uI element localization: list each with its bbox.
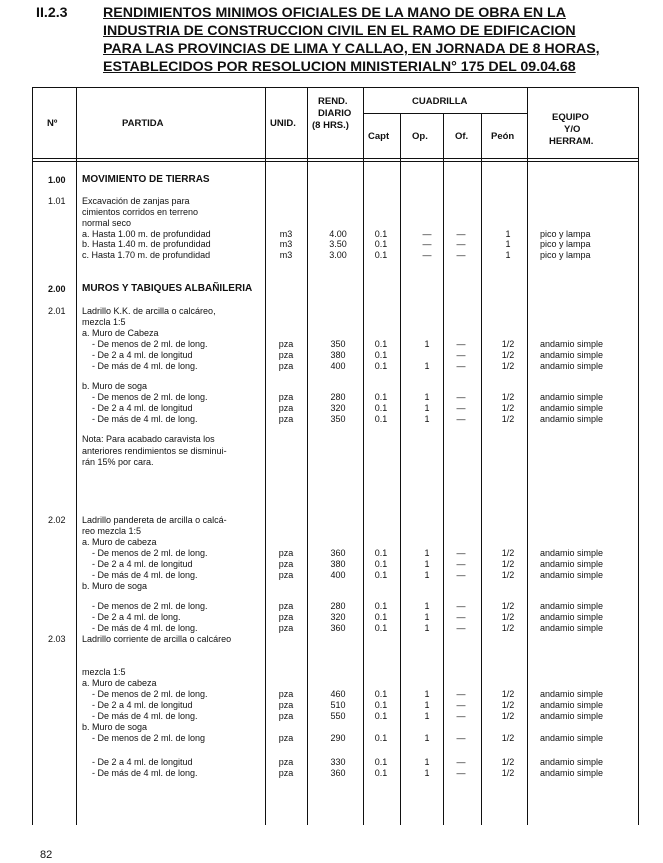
row-operario: 1 [424, 339, 430, 349]
header-equipo-3: HERRAM. [549, 136, 594, 147]
row-peon: 1/2 [501, 612, 515, 622]
table-top-border [32, 87, 638, 88]
title-line-3: PARA LAS PROVINCIAS DE LIMA Y CALLAO, EN JORNADA DE 8 HORAS, [103, 41, 600, 57]
col-border [400, 113, 401, 825]
title-line-1: RENDIMIENTOS MINIMOS OFICIALES DE LA MANO DE OBRA EN LA [103, 5, 566, 21]
row-peon: 1/2 [501, 733, 515, 743]
row-equipo: andamio simple [540, 350, 604, 360]
row-equipo: andamio simple [540, 733, 604, 743]
row-unit: pza [278, 601, 294, 611]
row-oficial: — [456, 250, 466, 260]
col-border [307, 87, 308, 825]
row-description: Excavación de zanjas para [82, 196, 190, 206]
row-description: - De más de 4 ml. de long. [92, 414, 198, 424]
header-partida: PARTIDA [122, 118, 164, 129]
row-oficial: — [456, 559, 466, 569]
row-peon: 1/2 [501, 339, 515, 349]
row-oficial: — [456, 548, 466, 558]
row-rendimiento: 320 [330, 403, 346, 413]
col-border [481, 113, 482, 825]
row-peon: 1/2 [501, 601, 515, 611]
row-description: b. Hasta 1.40 m. de profundidad [82, 239, 211, 249]
row-equipo: andamio simple [540, 559, 604, 569]
row-description: a. Muro de cabeza [82, 678, 157, 688]
row-description: - De menos de 2 ml. de long. [92, 339, 208, 349]
row-rendimiento: 350 [330, 414, 346, 424]
row-description: - De 2 a 4 ml. de longitud [92, 559, 193, 569]
row-unit: pza [278, 339, 294, 349]
row-equipo: andamio simple [540, 570, 604, 580]
row-capataz: 0.1 [374, 403, 388, 413]
row-description: - De menos de 2 ml. de long. [92, 689, 208, 699]
row-equipo: pico y lampa [540, 229, 591, 239]
row-rendimiento: 400 [330, 361, 346, 371]
row-oficial: — [456, 239, 466, 249]
row-equipo: andamio simple [540, 623, 604, 633]
row-number: 2.01 [48, 306, 66, 316]
row-number: 1.01 [48, 196, 66, 206]
row-oficial: — [456, 733, 466, 743]
row-oficial: — [456, 623, 466, 633]
row-rendimiento: 510 [330, 700, 346, 710]
row-rendimiento: 320 [330, 612, 346, 622]
row-capataz: 0.1 [374, 570, 388, 580]
header-peon: Peón [491, 131, 515, 142]
col-border [363, 87, 364, 825]
row-unit: m3 [279, 250, 293, 260]
row-unit: pza [278, 361, 294, 371]
row-rendimiento: 350 [330, 339, 346, 349]
row-description: - De 2 a 4 ml. de longitud [92, 700, 193, 710]
row-equipo: andamio simple [540, 700, 604, 710]
row-capataz: 0.1 [374, 392, 388, 402]
row-peon: 1/2 [501, 414, 515, 424]
row-rendimiento: 360 [330, 623, 346, 633]
row-capataz: 0.1 [374, 601, 388, 611]
row-capataz: 0.1 [374, 350, 388, 360]
row-unit: pza [278, 559, 294, 569]
header-bottom-border [32, 158, 638, 159]
row-operario: 1 [424, 570, 430, 580]
row-equipo: andamio simple [540, 548, 604, 558]
row-peon: 1/2 [501, 689, 515, 699]
row-operario: 1 [424, 623, 430, 633]
row-operario: 1 [424, 689, 430, 699]
row-description: MUROS Y TABIQUES ALBAÑILERIA [82, 283, 253, 294]
row-number: 2.02 [48, 515, 66, 525]
row-oficial: — [456, 612, 466, 622]
row-operario: 1 [424, 757, 430, 767]
header-unid: UNID. [270, 118, 296, 129]
row-description: b. Muro de soga [82, 722, 148, 732]
row-oficial: — [456, 757, 466, 767]
row-operario: 1 [424, 361, 430, 371]
row-capataz: 0.1 [374, 768, 388, 778]
row-oficial: — [456, 768, 466, 778]
row-number: 2.03 [48, 634, 66, 644]
row-description: Ladrillo pandereta de arcilla o calcá- [82, 515, 227, 525]
row-number: 1.00 [48, 175, 66, 185]
title-line-4: ESTABLECIDOS POR RESOLUCION MINISTERIALN° 175 DEL 09.04.68 [103, 59, 576, 75]
row-capataz: 0.1 [374, 361, 388, 371]
row-oficial: — [456, 414, 466, 424]
row-oficial: — [456, 570, 466, 580]
header-cuadrilla: CUADRILLA [412, 96, 468, 107]
row-equipo: andamio simple [540, 361, 604, 371]
row-equipo: andamio simple [540, 768, 604, 778]
header-of: Of. [455, 131, 469, 142]
row-description: - De menos de 2 ml. de long. [92, 548, 208, 558]
row-equipo: andamio simple [540, 403, 604, 413]
row-operario: — [422, 239, 432, 249]
row-description: a. Hasta 1.00 m. de profundidad [82, 229, 211, 239]
row-operario: 1 [424, 768, 430, 778]
col-border [527, 87, 528, 825]
cuadrilla-divider [363, 113, 527, 114]
row-operario: — [422, 250, 432, 260]
row-description: anteriores rendimientos se disminui- [82, 446, 227, 456]
row-description: b. Muro de soga [82, 581, 148, 591]
row-peon: 1/2 [501, 559, 515, 569]
row-operario: 1 [424, 403, 430, 413]
row-peon: 1/2 [501, 392, 515, 402]
row-equipo: andamio simple [540, 711, 604, 721]
row-capataz: 0.1 [374, 559, 388, 569]
row-peon: 1/2 [501, 361, 515, 371]
row-unit: m3 [279, 239, 293, 249]
row-capataz: 0.1 [374, 239, 388, 249]
row-rendimiento: 380 [330, 559, 346, 569]
row-rendimiento: 460 [330, 689, 346, 699]
row-description: mezcla 1:5 [82, 667, 126, 677]
row-unit: pza [278, 570, 294, 580]
row-peon: 1/2 [501, 548, 515, 558]
row-peon: 1 [505, 250, 511, 260]
row-rendimiento: 3.50 [329, 239, 347, 249]
row-description: mezcla 1:5 [82, 317, 126, 327]
row-operario: 1 [424, 733, 430, 743]
row-description: - De 2 a 4 ml. de longitud [92, 757, 193, 767]
row-operario: — [422, 229, 432, 239]
row-description: - De más de 4 ml. de long. [92, 570, 198, 580]
row-equipo: andamio simple [540, 689, 604, 699]
row-peon: 1/2 [501, 711, 515, 721]
row-capataz: 0.1 [374, 250, 388, 260]
row-capataz: 0.1 [374, 339, 388, 349]
row-rendimiento: 400 [330, 570, 346, 580]
page-number: 82 [40, 849, 53, 861]
row-capataz: 0.1 [374, 700, 388, 710]
header-double-border [32, 161, 638, 162]
col-border [638, 87, 639, 825]
row-description: - De más de 4 ml. de long. [92, 361, 198, 371]
col-border [265, 87, 266, 825]
row-equipo: pico y lampa [540, 250, 591, 260]
row-rendimiento: 4.00 [329, 229, 347, 239]
header-rend-1: REND. [318, 96, 348, 107]
row-rendimiento: 380 [330, 350, 346, 360]
row-rendimiento: 290 [330, 733, 346, 743]
row-capataz: 0.1 [374, 623, 388, 633]
row-rendimiento: 330 [330, 757, 346, 767]
row-peon: 1/2 [501, 757, 515, 767]
row-description: normal seco [82, 218, 132, 228]
title-line-2: INDUSTRIA DE CONSTRUCCION CIVIL EN EL RAMO DE EDIFICACION [103, 23, 576, 39]
row-operario: 1 [424, 548, 430, 558]
header-equipo-1: EQUIPO [552, 112, 589, 123]
row-description: MOVIMIENTO DE TIERRAS [82, 174, 210, 185]
row-equipo: andamio simple [540, 339, 604, 349]
row-unit: pza [278, 689, 294, 699]
row-peon: 1/2 [501, 350, 515, 360]
row-description: b. Muro de soga [82, 381, 148, 391]
row-equipo: andamio simple [540, 757, 604, 767]
row-description: - De menos de 2 ml. de long. [92, 601, 208, 611]
row-rendimiento: 280 [330, 392, 346, 402]
row-operario: 1 [424, 700, 430, 710]
header-equipo-2: Y/O [564, 124, 581, 135]
row-unit: pza [278, 700, 294, 710]
row-unit: pza [278, 733, 294, 743]
header-num: Nº [47, 118, 58, 129]
col-border [443, 113, 444, 825]
row-oficial: — [456, 601, 466, 611]
row-capataz: 0.1 [374, 612, 388, 622]
header-op: Op. [412, 131, 428, 142]
row-oficial: — [456, 392, 466, 402]
row-equipo: andamio simple [540, 414, 604, 424]
row-operario: 1 [424, 601, 430, 611]
row-capataz: 0.1 [374, 733, 388, 743]
row-description: - De más de 4 ml. de long. [92, 623, 198, 633]
row-unit: pza [278, 414, 294, 424]
row-description: - De menos de 2 ml. de long [92, 733, 206, 743]
row-oficial: — [456, 229, 466, 239]
col-border [76, 87, 77, 825]
header-capt: Capt [368, 131, 390, 142]
row-oficial: — [456, 403, 466, 413]
row-peon: 1/2 [501, 570, 515, 580]
row-peon: 1 [505, 239, 511, 249]
row-unit: pza [278, 392, 294, 402]
row-description: - De 2 a 4 ml. de longitud [92, 350, 193, 360]
row-unit: pza [278, 403, 294, 413]
row-oficial: — [456, 339, 466, 349]
row-equipo: andamio simple [540, 612, 604, 622]
col-border [32, 87, 33, 825]
row-description: a. Muro de cabeza [82, 537, 157, 547]
row-description: - De 2 a 4 ml. de longitud [92, 403, 193, 413]
row-unit: pza [278, 350, 294, 360]
row-peon: 1/2 [501, 768, 515, 778]
row-description: - De 2 a 4 ml. de long. [92, 612, 181, 622]
row-description: - De más de 4 ml. de long. [92, 711, 198, 721]
row-unit: pza [278, 623, 294, 633]
header-rend-3: (8 HRS.) [312, 120, 349, 131]
row-equipo: pico y lampa [540, 239, 591, 249]
row-unit: pza [278, 548, 294, 558]
row-unit: pza [278, 768, 294, 778]
row-rendimiento: 280 [330, 601, 346, 611]
row-rendimiento: 3.00 [329, 250, 347, 260]
row-operario: 1 [424, 612, 430, 622]
row-description: a. Muro de Cabeza [82, 328, 159, 338]
row-peon: 1/2 [501, 403, 515, 413]
row-capataz: 0.1 [374, 711, 388, 721]
row-operario: 1 [424, 711, 430, 721]
row-description: - De más de 4 ml. de long. [92, 768, 198, 778]
row-rendimiento: 360 [330, 548, 346, 558]
row-peon: 1 [505, 229, 511, 239]
row-capataz: 0.1 [374, 757, 388, 767]
row-unit: pza [278, 711, 294, 721]
row-unit: pza [278, 757, 294, 767]
row-oficial: — [456, 350, 466, 360]
row-oficial: — [456, 361, 466, 371]
row-equipo: andamio simple [540, 601, 604, 611]
row-capataz: 0.1 [374, 689, 388, 699]
row-rendimiento: 360 [330, 768, 346, 778]
row-oficial: — [456, 689, 466, 699]
row-capataz: 0.1 [374, 414, 388, 424]
row-capataz: 0.1 [374, 229, 388, 239]
row-peon: 1/2 [501, 700, 515, 710]
row-description: cimientos corridos en terreno [82, 207, 199, 217]
row-unit: m3 [279, 229, 293, 239]
row-equipo: andamio simple [540, 392, 604, 402]
row-description: Ladrillo K.K. de arcilla o calcáreo, [82, 306, 216, 316]
section-number: II.2.3 [36, 5, 68, 21]
row-description: rán 15% por cara. [82, 457, 154, 467]
row-description: Nota: Para acabado caravista los [82, 434, 215, 444]
row-rendimiento: 550 [330, 711, 346, 721]
row-description: - De menos de 2 ml. de long. [92, 392, 208, 402]
row-oficial: — [456, 711, 466, 721]
row-capataz: 0.1 [374, 548, 388, 558]
row-operario: 1 [424, 392, 430, 402]
row-description: reo mezcla 1:5 [82, 526, 142, 536]
row-peon: 1/2 [501, 623, 515, 633]
row-number: 2.00 [48, 284, 66, 294]
row-operario: 1 [424, 559, 430, 569]
row-description: c. Hasta 1.70 m. de profundidad [82, 250, 211, 260]
row-operario: 1 [424, 414, 430, 424]
header-rend-2: DIARIO [318, 108, 352, 119]
row-oficial: — [456, 700, 466, 710]
row-description: Ladrillo corriente de arcilla o calcáreo [82, 634, 232, 644]
row-unit: pza [278, 612, 294, 622]
